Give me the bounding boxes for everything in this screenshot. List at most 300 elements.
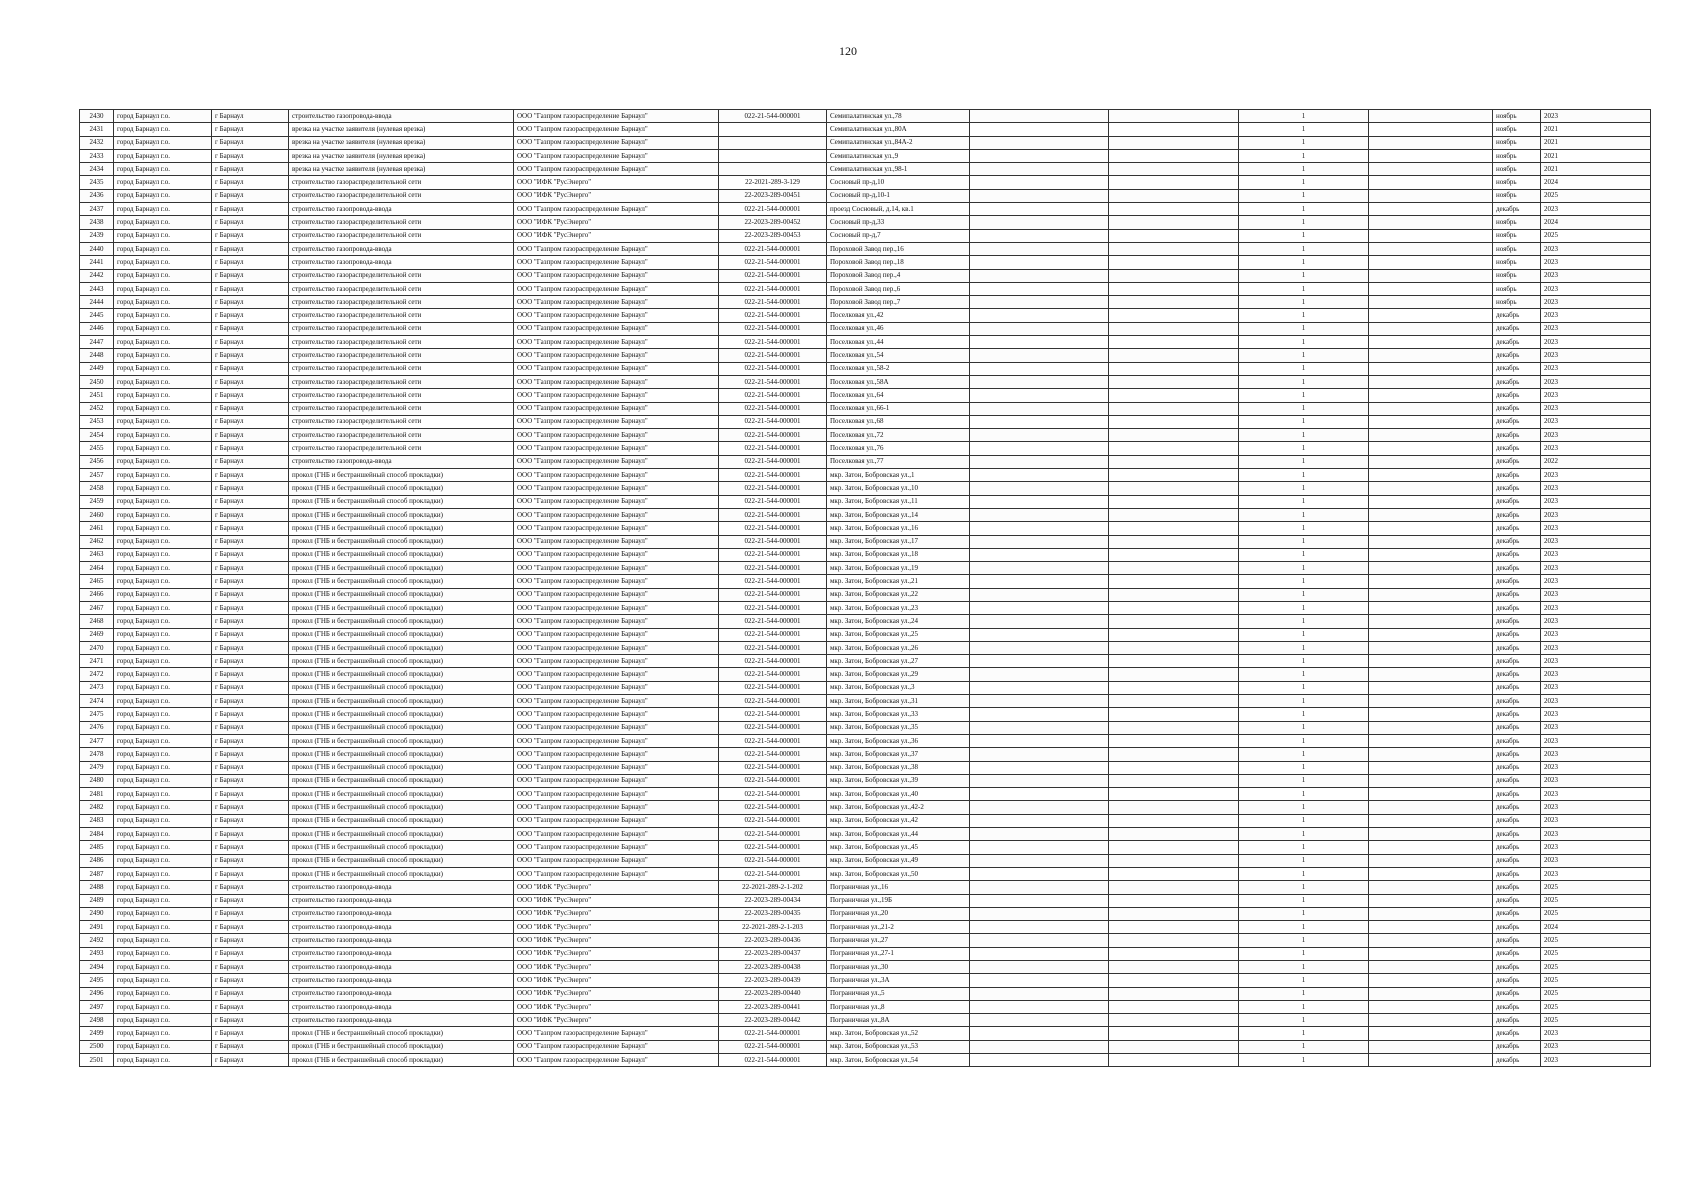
cell-year: 2023 <box>1541 256 1651 269</box>
cell-settlement: г Барнаул <box>212 482 289 495</box>
cell-empty <box>1369 256 1493 269</box>
cell-work-type: строительство газораспределительной сети <box>289 282 514 295</box>
cell-address: Пограничная ул.,5 <box>827 987 970 1000</box>
cell-organization: ООО "Газпром газораспределение Барнаул" <box>514 269 719 282</box>
cell-work-type: строительство газораспределительной сети <box>289 389 514 402</box>
table-row <box>80 681 1651 694</box>
cell-address: Пограничная ул.,19Б <box>827 894 970 907</box>
table-row <box>80 588 1651 601</box>
cell-empty <box>1369 216 1493 229</box>
cell-organization: ООО "Газпром газораспределение Барнаул" <box>514 256 719 269</box>
cell-empty <box>970 482 1109 495</box>
cell-quantity: 1 <box>1239 1040 1369 1053</box>
cell-empty <box>1369 628 1493 641</box>
cell-work-type: строительство газопровода-ввода <box>289 203 514 216</box>
cell-quantity: 1 <box>1239 748 1369 761</box>
cell-year: 2023 <box>1541 721 1651 734</box>
cell-year: 2023 <box>1541 575 1651 588</box>
cell-month: декабрь <box>1493 508 1541 521</box>
table-row <box>80 1027 1651 1040</box>
cell-municipality: город Барнаул г.о. <box>114 641 212 654</box>
cell-empty <box>1109 801 1239 814</box>
cell-address: Поселковая ул.,54 <box>827 349 970 362</box>
cell-organization: ООО "ИФК "РусЭнерго" <box>514 1014 719 1027</box>
cell-document-number: 022-21-544-000001 <box>719 455 827 468</box>
cell-municipality: город Барнаул г.о. <box>114 495 212 508</box>
cell-year: 2023 <box>1541 508 1651 521</box>
cell-organization: ООО "Газпром газораспределение Барнаул" <box>514 442 719 455</box>
cell-work-type: строительство газопровода-ввода <box>289 110 514 123</box>
cell-row-number: 2453 <box>80 415 114 428</box>
page-number: 120 <box>839 44 857 58</box>
cell-address: мкр. Затон, Бобровская ул.,39 <box>827 774 970 787</box>
cell-month: декабрь <box>1493 721 1541 734</box>
cell-work-type: строительство газораспределительной сети <box>289 322 514 335</box>
table-row <box>80 575 1651 588</box>
cell-year: 2023 <box>1541 482 1651 495</box>
table-row <box>80 495 1651 508</box>
cell-municipality: город Барнаул г.о. <box>114 216 212 229</box>
cell-empty <box>1369 921 1493 934</box>
cell-empty <box>1369 1014 1493 1027</box>
cell-settlement: г Барнаул <box>212 123 289 136</box>
cell-organization: ООО "Газпром газораспределение Барнаул" <box>514 242 719 255</box>
cell-month: декабрь <box>1493 641 1541 654</box>
table-row <box>80 482 1651 495</box>
cell-settlement: г Барнаул <box>212 774 289 787</box>
cell-empty <box>1369 110 1493 123</box>
cell-settlement: г Барнаул <box>212 296 289 309</box>
cell-month: декабрь <box>1493 562 1541 575</box>
cell-empty <box>1109 375 1239 388</box>
cell-empty <box>970 455 1109 468</box>
cell-address: мкр. Затон, Бобровская ул.,22 <box>827 588 970 601</box>
cell-organization: ООО "ИФК "РусЭнерго" <box>514 229 719 242</box>
cell-document-number: 022-21-544-000001 <box>719 588 827 601</box>
cell-address: мкр. Затон, Бобровская ул.,16 <box>827 522 970 535</box>
cell-address: мкр. Затон, Бобровская ул.,42-2 <box>827 801 970 814</box>
cell-row-number: 2484 <box>80 828 114 841</box>
cell-row-number: 2431 <box>80 123 114 136</box>
table-row <box>80 961 1651 974</box>
cell-settlement: г Барнаул <box>212 841 289 854</box>
cell-quantity: 1 <box>1239 469 1369 482</box>
cell-settlement: г Барнаул <box>212 575 289 588</box>
table-row <box>80 535 1651 548</box>
cell-empty <box>1369 149 1493 162</box>
cell-document-number: 22-2023-289-00436 <box>719 934 827 947</box>
cell-document-number: 022-21-544-000001 <box>719 482 827 495</box>
cell-empty <box>1369 615 1493 628</box>
cell-quantity: 1 <box>1239 628 1369 641</box>
cell-empty <box>1109 947 1239 960</box>
cell-municipality: город Барнаул г.о. <box>114 1040 212 1053</box>
cell-address: мкр. Затон, Бобровская ул.,18 <box>827 548 970 561</box>
cell-year: 2023 <box>1541 788 1651 801</box>
table-row <box>80 881 1651 894</box>
cell-organization: ООО "Газпром газораспределение Барнаул" <box>514 681 719 694</box>
cell-month: ноябрь <box>1493 189 1541 202</box>
cell-empty <box>1369 721 1493 734</box>
cell-document-number: 022-21-544-000001 <box>719 721 827 734</box>
cell-settlement: г Барнаул <box>212 256 289 269</box>
cell-settlement: г Барнаул <box>212 322 289 335</box>
cell-year: 2025 <box>1541 907 1651 920</box>
cell-empty <box>970 841 1109 854</box>
cell-municipality: город Барнаул г.о. <box>114 402 212 415</box>
cell-document-number: 022-21-544-000001 <box>719 495 827 508</box>
cell-row-number: 2496 <box>80 987 114 1000</box>
table-row <box>80 828 1651 841</box>
cell-quantity: 1 <box>1239 149 1369 162</box>
cell-municipality: город Барнаул г.о. <box>114 1000 212 1013</box>
cell-municipality: город Барнаул г.о. <box>114 322 212 335</box>
table-row <box>80 921 1651 934</box>
cell-month: декабрь <box>1493 681 1541 694</box>
cell-municipality: город Барнаул г.о. <box>114 828 212 841</box>
cell-municipality: город Барнаул г.о. <box>114 508 212 521</box>
cell-quantity: 1 <box>1239 535 1369 548</box>
cell-year: 2023 <box>1541 734 1651 747</box>
cell-year: 2023 <box>1541 681 1651 694</box>
cell-settlement: г Барнаул <box>212 921 289 934</box>
cell-empty <box>1369 136 1493 149</box>
cell-work-type: прокол (ГНБ и бестраншейный способ прокладки) <box>289 615 514 628</box>
cell-settlement: г Барнаул <box>212 110 289 123</box>
cell-quantity: 1 <box>1239 841 1369 854</box>
cell-year: 2023 <box>1541 402 1651 415</box>
cell-year: 2023 <box>1541 242 1651 255</box>
cell-municipality: город Барнаул г.о. <box>114 854 212 867</box>
cell-municipality: город Барнаул г.о. <box>114 336 212 349</box>
cell-address: мкр. Затон, Бобровская ул.,14 <box>827 508 970 521</box>
cell-row-number: 2458 <box>80 482 114 495</box>
cell-empty <box>1109 203 1239 216</box>
cell-address: Пороховой Завод пер.,4 <box>827 269 970 282</box>
cell-empty <box>970 469 1109 482</box>
cell-address: Пороховой Завод пер.,7 <box>827 296 970 309</box>
cell-month: декабрь <box>1493 322 1541 335</box>
table-row <box>80 1054 1651 1067</box>
cell-address: Сосновый пр-д,10 <box>827 176 970 189</box>
cell-empty <box>1369 176 1493 189</box>
cell-empty <box>970 828 1109 841</box>
cell-organization: ООО "Газпром газораспределение Барнаул" <box>514 282 719 295</box>
cell-year: 2023 <box>1541 269 1651 282</box>
cell-work-type: строительство газопровода-ввода <box>289 907 514 920</box>
cell-row-number: 2497 <box>80 1000 114 1013</box>
cell-empty <box>970 588 1109 601</box>
cell-address: Пограничная ул.,27 <box>827 934 970 947</box>
cell-work-type: строительство газопровода-ввода <box>289 1014 514 1027</box>
cell-work-type: прокол (ГНБ и бестраншейный способ прокладки) <box>289 721 514 734</box>
cell-month: декабрь <box>1493 389 1541 402</box>
cell-work-type: прокол (ГНБ и бестраншейный способ прокладки) <box>289 695 514 708</box>
cell-municipality: город Барнаул г.о. <box>114 1014 212 1027</box>
cell-empty <box>1369 1027 1493 1040</box>
table-row <box>80 522 1651 535</box>
cell-municipality: город Барнаул г.о. <box>114 734 212 747</box>
cell-quantity: 1 <box>1239 123 1369 136</box>
cell-settlement: г Барнаул <box>212 761 289 774</box>
cell-municipality: город Барнаул г.о. <box>114 256 212 269</box>
cell-settlement: г Барнаул <box>212 229 289 242</box>
cell-quantity: 1 <box>1239 801 1369 814</box>
cell-quantity: 1 <box>1239 256 1369 269</box>
cell-year: 2023 <box>1541 389 1651 402</box>
cell-municipality: город Барнаул г.о. <box>114 961 212 974</box>
cell-document-number: 22-2023-289-00452 <box>719 216 827 229</box>
cell-empty <box>1109 322 1239 335</box>
table-row <box>80 668 1651 681</box>
cell-document-number: 022-21-544-000001 <box>719 734 827 747</box>
table-row <box>80 203 1651 216</box>
cell-empty <box>1109 761 1239 774</box>
cell-quantity: 1 <box>1239 721 1369 734</box>
cell-document-number: 022-21-544-000001 <box>719 1027 827 1040</box>
cell-municipality: город Барнаул г.о. <box>114 881 212 894</box>
cell-empty <box>970 136 1109 149</box>
cell-year: 2023 <box>1541 854 1651 867</box>
cell-address: Поселковая ул.,44 <box>827 336 970 349</box>
cell-empty <box>1369 961 1493 974</box>
cell-organization: ООО "ИФК "РусЭнерго" <box>514 894 719 907</box>
cell-row-number: 2488 <box>80 881 114 894</box>
cell-row-number: 2438 <box>80 216 114 229</box>
cell-work-type: строительство газораспределительной сети <box>289 309 514 322</box>
cell-month: декабрь <box>1493 469 1541 482</box>
cell-empty <box>970 734 1109 747</box>
table-row <box>80 296 1651 309</box>
cell-organization: ООО "ИФК "РусЭнерго" <box>514 947 719 960</box>
cell-organization: ООО "ИФК "РусЭнерго" <box>514 189 719 202</box>
cell-quantity: 1 <box>1239 296 1369 309</box>
cell-settlement: г Барнаул <box>212 189 289 202</box>
cell-quantity: 1 <box>1239 894 1369 907</box>
cell-empty <box>1369 455 1493 468</box>
cell-empty <box>970 123 1109 136</box>
cell-organization: ООО "Газпром газораспределение Барнаул" <box>514 349 719 362</box>
cell-row-number: 2440 <box>80 242 114 255</box>
cell-settlement: г Барнаул <box>212 455 289 468</box>
table-row <box>80 176 1651 189</box>
cell-empty <box>1369 788 1493 801</box>
cell-settlement: г Барнаул <box>212 854 289 867</box>
cell-row-number: 2490 <box>80 907 114 920</box>
cell-document-number: 22-2023-289-00438 <box>719 961 827 974</box>
cell-organization: ООО "Газпром газораспределение Барнаул" <box>514 508 719 521</box>
cell-work-type: строительство газопровода-ввода <box>289 455 514 468</box>
cell-quantity: 1 <box>1239 588 1369 601</box>
cell-year: 2023 <box>1541 429 1651 442</box>
cell-work-type: прокол (ГНБ и бестраншейный способ прокладки) <box>289 814 514 827</box>
cell-year: 2023 <box>1541 814 1651 827</box>
table-row <box>80 601 1651 614</box>
cell-settlement: г Барнаул <box>212 934 289 947</box>
cell-work-type: прокол (ГНБ и бестраншейный способ прокладки) <box>289 628 514 641</box>
cell-row-number: 2480 <box>80 774 114 787</box>
cell-year: 2023 <box>1541 1040 1651 1053</box>
cell-empty <box>1109 349 1239 362</box>
cell-quantity: 1 <box>1239 934 1369 947</box>
cell-municipality: город Барнаул г.о. <box>114 229 212 242</box>
cell-row-number: 2444 <box>80 296 114 309</box>
cell-month: декабрь <box>1493 695 1541 708</box>
cell-year: 2023 <box>1541 322 1651 335</box>
cell-empty <box>1369 1000 1493 1013</box>
cell-document-number <box>719 163 827 176</box>
cell-municipality: город Барнаул г.о. <box>114 203 212 216</box>
cell-empty <box>970 256 1109 269</box>
cell-empty <box>970 336 1109 349</box>
cell-empty <box>1109 336 1239 349</box>
cell-address: мкр. Затон, Бобровская ул.,31 <box>827 695 970 708</box>
cell-empty <box>1109 961 1239 974</box>
cell-organization: ООО "ИФК "РусЭнерго" <box>514 921 719 934</box>
cell-empty <box>1369 655 1493 668</box>
cell-municipality: город Барнаул г.о. <box>114 814 212 827</box>
cell-work-type: прокол (ГНБ и бестраншейный способ прокладки) <box>289 495 514 508</box>
cell-work-type: строительство газораспределительной сети <box>289 429 514 442</box>
cell-row-number: 2452 <box>80 402 114 415</box>
cell-address: Семипалатинская ул.,9 <box>827 149 970 162</box>
cell-row-number: 2442 <box>80 269 114 282</box>
cell-document-number: 022-21-544-000001 <box>719 788 827 801</box>
cell-empty <box>970 881 1109 894</box>
cell-document-number: 022-21-544-000001 <box>719 761 827 774</box>
cell-work-type: прокол (ГНБ и бестраншейный способ прокладки) <box>289 734 514 747</box>
cell-empty <box>1109 1014 1239 1027</box>
cell-empty <box>1109 123 1239 136</box>
cell-empty <box>1109 482 1239 495</box>
cell-row-number: 2499 <box>80 1027 114 1040</box>
cell-quantity: 1 <box>1239 828 1369 841</box>
cell-quantity: 1 <box>1239 867 1369 880</box>
cell-work-type: врезка на участке заявителя (нулевая врезка) <box>289 136 514 149</box>
cell-work-type: прокол (ГНБ и бестраншейный способ прокладки) <box>289 828 514 841</box>
cell-work-type: строительство газораспределительной сети <box>289 415 514 428</box>
cell-settlement: г Барнаул <box>212 522 289 535</box>
cell-empty <box>1109 668 1239 681</box>
cell-municipality: город Барнаул г.о. <box>114 149 212 162</box>
cell-quantity: 1 <box>1239 282 1369 295</box>
cell-municipality: город Барнаул г.о. <box>114 309 212 322</box>
cell-organization: ООО "Газпром газораспределение Барнаул" <box>514 415 719 428</box>
cell-address: Поселковая ул.,76 <box>827 442 970 455</box>
cell-municipality: город Барнаул г.о. <box>114 110 212 123</box>
cell-month: декабрь <box>1493 934 1541 947</box>
cell-empty <box>1109 734 1239 747</box>
cell-row-number: 2471 <box>80 655 114 668</box>
cell-empty <box>1369 894 1493 907</box>
cell-document-number: 22-2021-289-2-1-203 <box>719 921 827 934</box>
cell-empty <box>970 242 1109 255</box>
cell-month: декабрь <box>1493 947 1541 960</box>
cell-empty <box>1109 615 1239 628</box>
cell-settlement: г Барнаул <box>212 469 289 482</box>
cell-empty <box>1369 1054 1493 1067</box>
cell-address: мкр. Затон, Бобровская ул.,37 <box>827 748 970 761</box>
cell-empty <box>1109 575 1239 588</box>
cell-row-number: 2475 <box>80 708 114 721</box>
cell-row-number: 2470 <box>80 641 114 654</box>
cell-month: декабрь <box>1493 655 1541 668</box>
cell-municipality: город Барнаул г.о. <box>114 176 212 189</box>
cell-organization: ООО "Газпром газораспределение Барнаул" <box>514 548 719 561</box>
cell-settlement: г Барнаул <box>212 641 289 654</box>
cell-organization: ООО "Газпром газораспределение Барнаул" <box>514 867 719 880</box>
cell-organization: ООО "Газпром газораспределение Барнаул" <box>514 748 719 761</box>
cell-settlement: г Барнаул <box>212 136 289 149</box>
cell-year: 2023 <box>1541 469 1651 482</box>
cell-empty <box>1109 389 1239 402</box>
cell-month: декабрь <box>1493 309 1541 322</box>
table-row <box>80 336 1651 349</box>
cell-document-number: 022-21-544-000001 <box>719 535 827 548</box>
cell-year: 2023 <box>1541 203 1651 216</box>
cell-month: декабрь <box>1493 974 1541 987</box>
cell-empty <box>1369 841 1493 854</box>
cell-empty <box>1109 508 1239 521</box>
cell-work-type: прокол (ГНБ и бестраншейный способ прокладки) <box>289 788 514 801</box>
cell-empty <box>970 615 1109 628</box>
cell-settlement: г Барнаул <box>212 389 289 402</box>
cell-quantity: 1 <box>1239 1014 1369 1027</box>
cell-work-type: прокол (ГНБ и бестраншейный способ прокладки) <box>289 761 514 774</box>
cell-quantity: 1 <box>1239 615 1369 628</box>
table-row <box>80 748 1651 761</box>
cell-empty <box>1369 349 1493 362</box>
cell-address: Семипалатинская ул.,80А <box>827 123 970 136</box>
table-body <box>80 110 1651 1067</box>
cell-work-type: прокол (ГНБ и бестраншейный способ прокладки) <box>289 854 514 867</box>
cell-organization: ООО "Газпром газораспределение Барнаул" <box>514 495 719 508</box>
cell-month: ноябрь <box>1493 269 1541 282</box>
cell-year: 2025 <box>1541 881 1651 894</box>
cell-organization: ООО "Газпром газораспределение Барнаул" <box>514 854 719 867</box>
table-row <box>80 947 1651 960</box>
cell-settlement: г Барнаул <box>212 695 289 708</box>
cell-organization: ООО "Газпром газораспределение Барнаул" <box>514 655 719 668</box>
cell-organization: ООО "Газпром газораспределение Барнаул" <box>514 123 719 136</box>
cell-municipality: город Барнаул г.о. <box>114 748 212 761</box>
cell-month: декабрь <box>1493 1054 1541 1067</box>
cell-organization: ООО "Газпром газораспределение Барнаул" <box>514 149 719 162</box>
cell-settlement: г Барнаул <box>212 708 289 721</box>
cell-document-number: 022-21-544-000001 <box>719 415 827 428</box>
cell-organization: ООО "Газпром газораспределение Барнаул" <box>514 163 719 176</box>
cell-empty <box>1369 1040 1493 1053</box>
cell-address: мкр. Затон, Бобровская ул.,45 <box>827 841 970 854</box>
cell-empty <box>970 1040 1109 1053</box>
cell-empty <box>970 1000 1109 1013</box>
cell-address: мкр. Затон, Бобровская ул.,42 <box>827 814 970 827</box>
cell-year: 2023 <box>1541 867 1651 880</box>
cell-organization: ООО "ИФК "РусЭнерго" <box>514 176 719 189</box>
cell-row-number: 2432 <box>80 136 114 149</box>
cell-empty <box>1109 548 1239 561</box>
cell-organization: ООО "Газпром газораспределение Барнаул" <box>514 734 719 747</box>
cell-row-number: 2455 <box>80 442 114 455</box>
cell-quantity: 1 <box>1239 601 1369 614</box>
cell-work-type: прокол (ГНБ и бестраншейный способ прокладки) <box>289 681 514 694</box>
cell-year: 2023 <box>1541 495 1651 508</box>
cell-empty <box>970 761 1109 774</box>
cell-empty <box>1109 110 1239 123</box>
cell-year: 2023 <box>1541 442 1651 455</box>
cell-settlement: г Барнаул <box>212 734 289 747</box>
cell-row-number: 2463 <box>80 548 114 561</box>
